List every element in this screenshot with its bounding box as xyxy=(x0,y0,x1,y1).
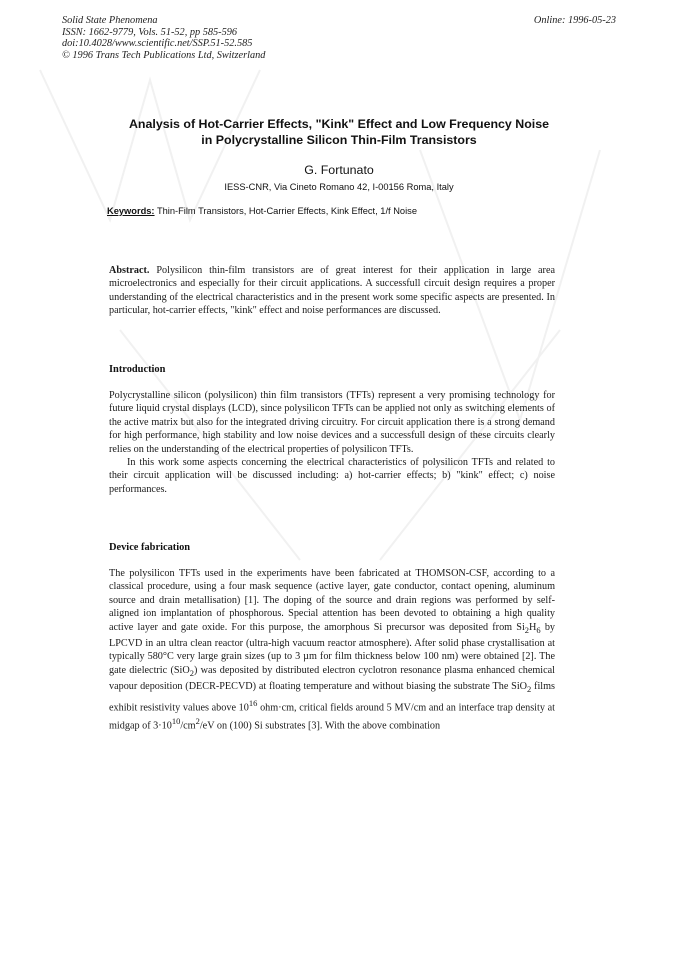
fab-sup-2: 10 xyxy=(171,715,181,726)
keywords-text: Thin-Film Transistors, Hot-Carrier Effects, Kink Effect, 1/f Noise xyxy=(154,206,417,216)
fab-sub-4: 2 xyxy=(527,684,532,695)
abstract-text: Polysilicon thin-film transistors are of great interest for their application in large area microelectronics and especially for their circuit applications. A successfull circuit design requires a proper understanding of the electrical characteristics and in the present work some specific aspects are presented. In particular, hot-carrier effects, "kink" effect and noise performances are discussed. xyxy=(109,265,555,317)
fabrication-heading: Device fabrication xyxy=(109,542,191,553)
fab-sup-1: 16 xyxy=(248,697,258,708)
fab-text-7: /cm xyxy=(180,719,196,731)
introduction-section xyxy=(109,389,555,496)
issn-line: ISSN: 1662-9779, Vols. 51-52, pp 585-596 xyxy=(62,26,238,38)
introduction-paragraph-2: In this work some aspects concerning the electrical characteristics of polysilicon TFTs and related to their circuit application will be discussed including: a) hot-carrier effects; b) "kink" effect; c) noise performances. xyxy=(109,457,555,495)
introduction-paragraph-1: Polycrystalline silicon (polysilicon) thin film transistors (TFTs) represent a very promising technology for future liquid crystal displays (LCD), since polysilicon TFTs can be applied not only as switching elements of the active matrix but also for the integrated driving circuitry. For circuit application there is a strong demand for high performance, high stability and low noise devices and a successfull design of these circuits clearly relies on the understanding of the electrical properties of polysilicon TFTs. xyxy=(109,390,555,455)
keywords-line xyxy=(107,206,417,216)
fab-text-4: ) was deposited by distributed electron cyclotron resonance plasma enhanced chemical vapour deposition (DECR-PECVD) at floating temperature and without biasing the substrate The SiO xyxy=(109,664,555,693)
fab-text-6: ohm·cm, critical fields around 5 MV/cm and an interface trap density at midgap of 3·10 xyxy=(109,702,555,731)
fab-text-1: The polysilicon TFTs used in the experiments have been fabricated at THOMSON-CSF, according to a classical procedure, using a four mask sequence (active layer, gate conductor, contact opening, aluminum source and drain metallisation) [1]. The doping of the source and drain regions was performed by self-aligned ion implantation of phosphorous. Special attention has been devoted to obtaining a high quality active layer and gate oxide. For this purpose, the amorphous Si precursor was deposited from Si xyxy=(109,568,555,633)
keywords-label: Keywords: xyxy=(107,206,155,216)
introduction-heading: Introduction xyxy=(109,364,166,375)
title-line-1: Analysis of Hot-Carrier Effects, "Kink" Effect and Low Frequency Noise xyxy=(128,117,550,131)
copyright-line: © 1996 Trans Tech Publications Ltd, Switzerland xyxy=(62,49,266,61)
fab-text-8: /eV on (100) Si substrates [3]. With the above combination xyxy=(199,719,441,731)
fab-text-2: H xyxy=(529,621,537,633)
journal-header xyxy=(62,15,265,61)
journal-name: Solid State Phenomena xyxy=(62,15,158,26)
author-name: G. Fortunato xyxy=(304,163,374,177)
fab-sub-2: 6 xyxy=(536,624,541,635)
fab-sup-3: 2 xyxy=(195,715,200,726)
fabrication-paragraph xyxy=(109,567,555,732)
title-line-2: in Polycrystalline Silicon Thin-Film Transistors xyxy=(201,133,477,147)
fabrication-section xyxy=(109,567,555,732)
fab-text-5: films exhibit resistivity values above 10 xyxy=(109,681,555,714)
fab-sub-3: 2 xyxy=(189,667,194,678)
author-affiliation: IESS-CNR, Via Cineto Romano 42, I-00156 Roma, Italy xyxy=(224,182,454,192)
paper-title xyxy=(80,116,598,148)
fab-text-3: by LPCVD in an ultra clean reactor (ultra-high vacuum reactor atmosphere). After solid phase crystallisation at typically 580°C very large grain sizes (up to 3 µm for film thickness below 100 nm) were obtained [2]. The gate dielectric (SiO xyxy=(109,621,556,676)
doi-link[interactable]: doi:10.4028/www.scientific.net/SSP.51-52.585 xyxy=(62,38,253,50)
abstract-section xyxy=(109,264,555,318)
fab-sub-1: 2 xyxy=(524,624,530,635)
abstract-label: Abstract. xyxy=(109,265,150,276)
online-date: Online: 1996-05-23 xyxy=(533,15,616,26)
